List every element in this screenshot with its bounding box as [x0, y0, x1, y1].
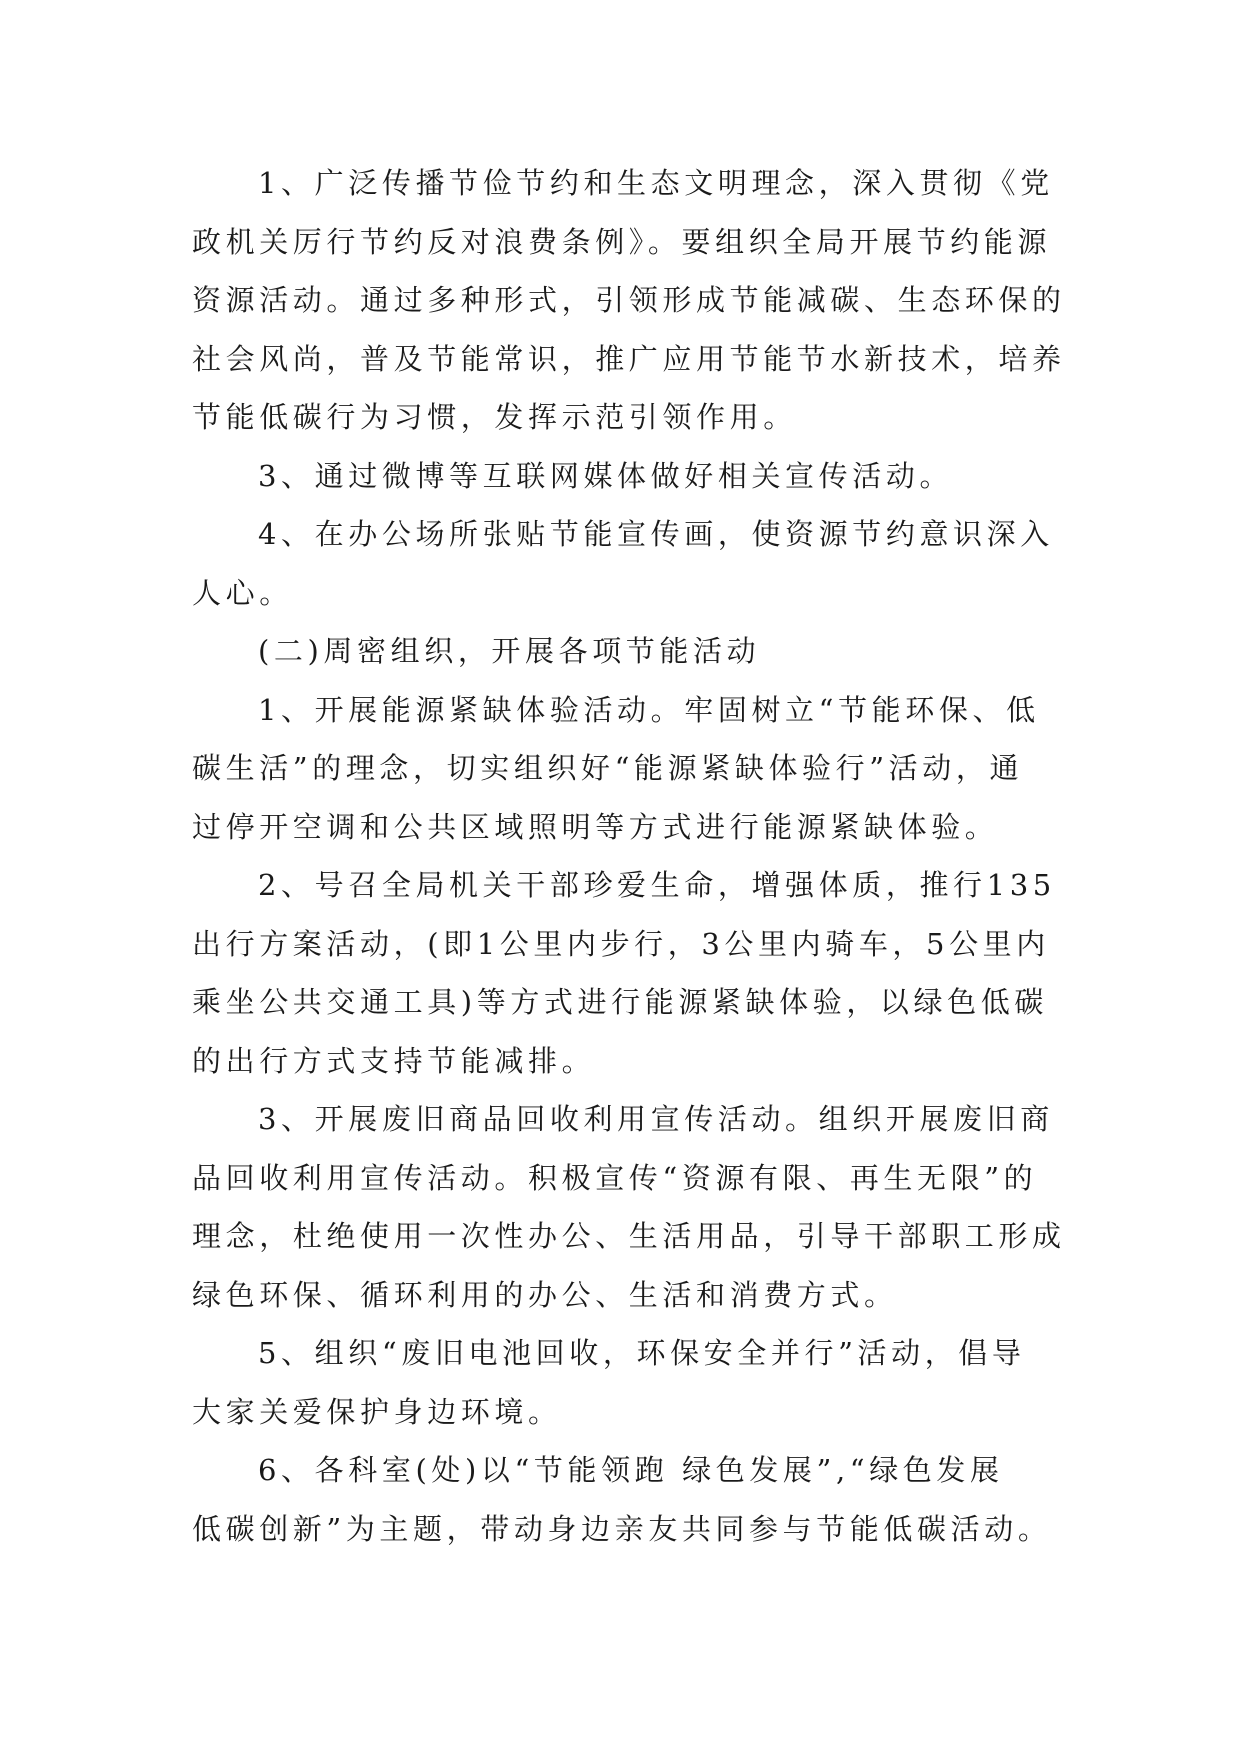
text-line: 过停开空调和公共区域照明等方式进行能源紧缺体验。 [192, 809, 999, 844]
text-line: 政机关厉行节约反对浪费条例》。要组织全局开展节约能源 [192, 224, 1052, 259]
paragraph-publicity-3 [192, 447, 1054, 506]
text-line: 乘坐公共交通工具)等方式进行能源紧缺体验，以绿色低碳 [192, 985, 1048, 1019]
paragraph-activity-2 [192, 856, 1054, 1090]
text-line: 碳生活”的理念，切实组织好“能源紧缺体验行”活动，通 [192, 751, 1024, 785]
text-line: 3、开展废旧商品回收利用宣传活动。组织开展废旧商 [258, 1102, 1054, 1136]
text-line: 大家关爱保护身边环境。 [192, 1394, 562, 1429]
text-line: 1、开展能源紧缺体验活动。牢固树立“节能环保、低 [258, 692, 1040, 727]
paragraph-activity-3 [192, 1090, 1066, 1324]
paragraph-activity-6 [192, 1441, 1054, 1558]
text-line: 1、广泛传播节俭节约和生态文明理念，深入贯彻《党 [258, 166, 1054, 200]
text-line: 节能低碳行为习惯，发挥示范引领作用。 [192, 400, 797, 434]
text-line: (二)周密组织，开展各项节能活动 [258, 634, 761, 668]
paragraph-publicity-4 [192, 505, 1054, 622]
text-line: 理念，杜绝使用一次性办公、生活用品，引导干部职工形成 [192, 1219, 1066, 1253]
text-line: 低碳创新”为主题，带动身边亲友共同参与节能低碳活动。 [192, 1511, 1052, 1546]
paragraph-activity-1 [192, 681, 1054, 857]
text-line: 的出行方式支持节能减排。 [192, 1043, 596, 1078]
text-line: 4、在办公场所张贴节能宣传画，使资源节约意识深入 [258, 517, 1054, 551]
document-body [192, 154, 1066, 1558]
section-heading-2 [192, 622, 1054, 681]
text-line: 出行方案活动，(即1公里内步行，3公里内骑车，5公里内 [192, 926, 1050, 961]
text-line: 社会风尚，普及节能常识，推广应用节能节水新技术，培养 [192, 341, 1066, 376]
text-line: 6、各科室(处)以“节能领跑 绿色发展”,“绿色发展 [258, 1453, 1004, 1487]
text-line: 3、通过微博等互联网媒体做好相关宣传活动。 [258, 458, 954, 493]
text-line: 人心。 [192, 575, 293, 610]
text-line: 资源活动。通过多种形式，引领形成节能减碳、生态环保的 [192, 283, 1066, 317]
text-line: 2、号召全局机关干部珍爱生命，增强体质，推行135 [258, 868, 1056, 902]
text-line: 品回收利用宣传活动。积极宣传“资源有限、再生无限”的 [192, 1160, 1038, 1195]
text-line: 绿色环保、循环利用的办公、生活和消费方式。 [192, 1277, 898, 1312]
paragraph-activity-5 [192, 1324, 1054, 1441]
text-line: 5、组织“废旧电池回收，环保安全并行”活动，倡导 [258, 1336, 1026, 1370]
paragraph-publicity-1 [192, 154, 1066, 447]
